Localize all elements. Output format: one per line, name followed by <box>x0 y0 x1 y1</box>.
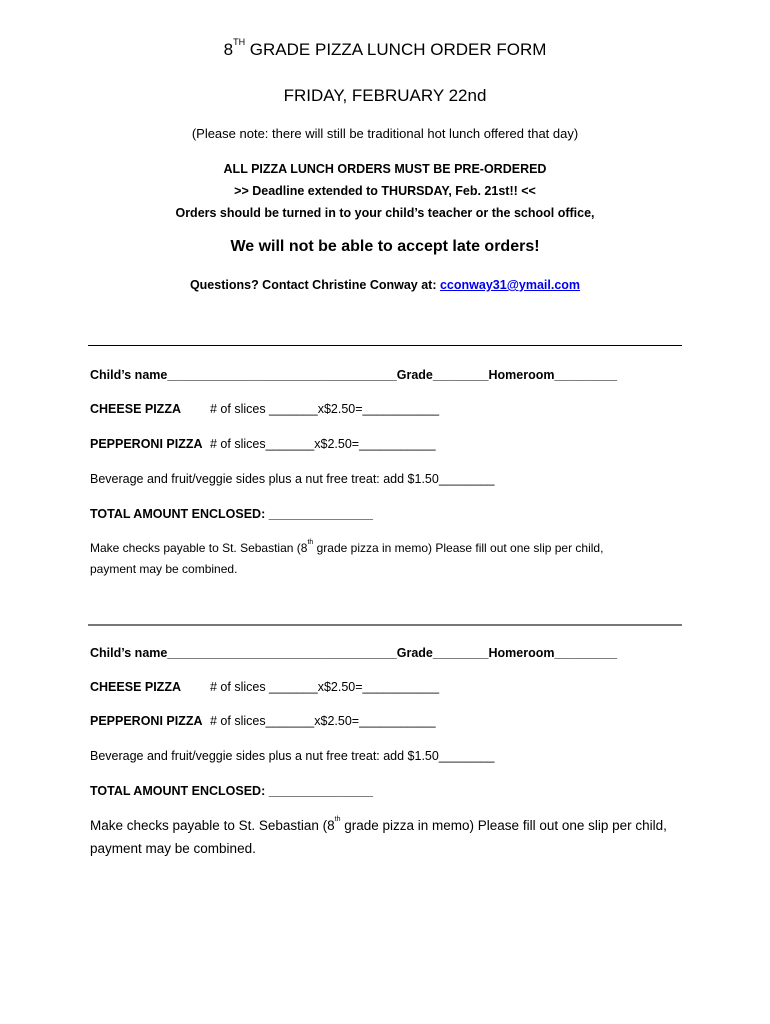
title-prefix: 8 <box>223 40 234 59</box>
child-name-line[interactable]: Child’s name_________________________________Grade________Homeroom_________ <box>90 646 618 660</box>
checks-payable-note <box>90 541 603 555</box>
title-text: GRADE PIZZA LUNCH ORDER FORM <box>245 40 547 59</box>
cheese-pizza-label: CHEESE PIZZA <box>90 680 181 694</box>
total-enclosed-line[interactable]: TOTAL AMOUNT ENCLOSED: _______________ <box>90 784 373 798</box>
beverage-addon-line[interactable]: Beverage and fruit/veggie sides plus a nut free treat: add $1.50________ <box>90 472 495 486</box>
form-title <box>0 37 770 60</box>
late-orders-notice: We will not be able to accept late orders! <box>230 238 540 255</box>
deadline-notice: >> Deadline extended to THURSDAY, Feb. 21st!! << <box>234 184 536 198</box>
divider-top <box>88 345 682 346</box>
cheese-slices-field[interactable]: # of slices _______x$2.50=___________ <box>210 402 440 416</box>
pepperoni-slices-field[interactable]: # of slices_______x$2.50=___________ <box>210 437 436 451</box>
divider-middle <box>88 624 682 626</box>
title-superscript: TH <box>233 37 246 47</box>
questions-contact <box>0 278 770 292</box>
turn-in-notice: Orders should be turned in to your child’s teacher or the school office, <box>175 206 595 220</box>
checks-text-a: Make checks payable to St. Sebastian (8 <box>90 541 308 555</box>
child-name-line[interactable]: Child’s name_________________________________Grade________Homeroom_________ <box>90 368 618 382</box>
cheese-pizza-label: CHEESE PIZZA <box>90 402 181 416</box>
checks-text-b: grade pizza in memo) Please fill out one slip per child, <box>340 818 667 833</box>
checks-superscript: th <box>307 539 314 546</box>
payment-combined-note: payment may be combined. <box>90 841 256 856</box>
payment-combined-note: payment may be combined. <box>90 562 238 576</box>
cheese-slices-field[interactable]: # of slices _______x$2.50=___________ <box>210 680 440 694</box>
questions-label: Questions? Contact Christine Conway at: <box>189 278 440 292</box>
pepperoni-pizza-label: PEPPERONI PIZZA <box>90 437 203 451</box>
preorder-notice: ALL PIZZA LUNCH ORDERS MUST BE PRE-ORDERED <box>223 162 547 176</box>
pepperoni-slices-field[interactable]: # of slices_______x$2.50=___________ <box>210 714 436 728</box>
event-date: FRIDAY, FEBRUARY 22nd <box>283 86 487 105</box>
checks-text-a: Make checks payable to St. Sebastian (8 <box>90 818 335 833</box>
checks-superscript: th <box>334 816 341 823</box>
total-enclosed-line[interactable]: TOTAL AMOUNT ENCLOSED: _______________ <box>90 507 373 521</box>
hot-lunch-note: (Please note: there will still be traditional hot lunch offered that day) <box>191 126 579 141</box>
beverage-addon-line[interactable]: Beverage and fruit/veggie sides plus a nut free treat: add $1.50________ <box>90 749 495 763</box>
pepperoni-pizza-label: PEPPERONI PIZZA <box>90 714 203 728</box>
checks-text-b: grade pizza in memo) Please fill out one slip per child, <box>313 541 604 555</box>
checks-payable-note <box>90 818 667 833</box>
contact-email-link[interactable]: cconway31@ymail.com <box>439 278 581 292</box>
